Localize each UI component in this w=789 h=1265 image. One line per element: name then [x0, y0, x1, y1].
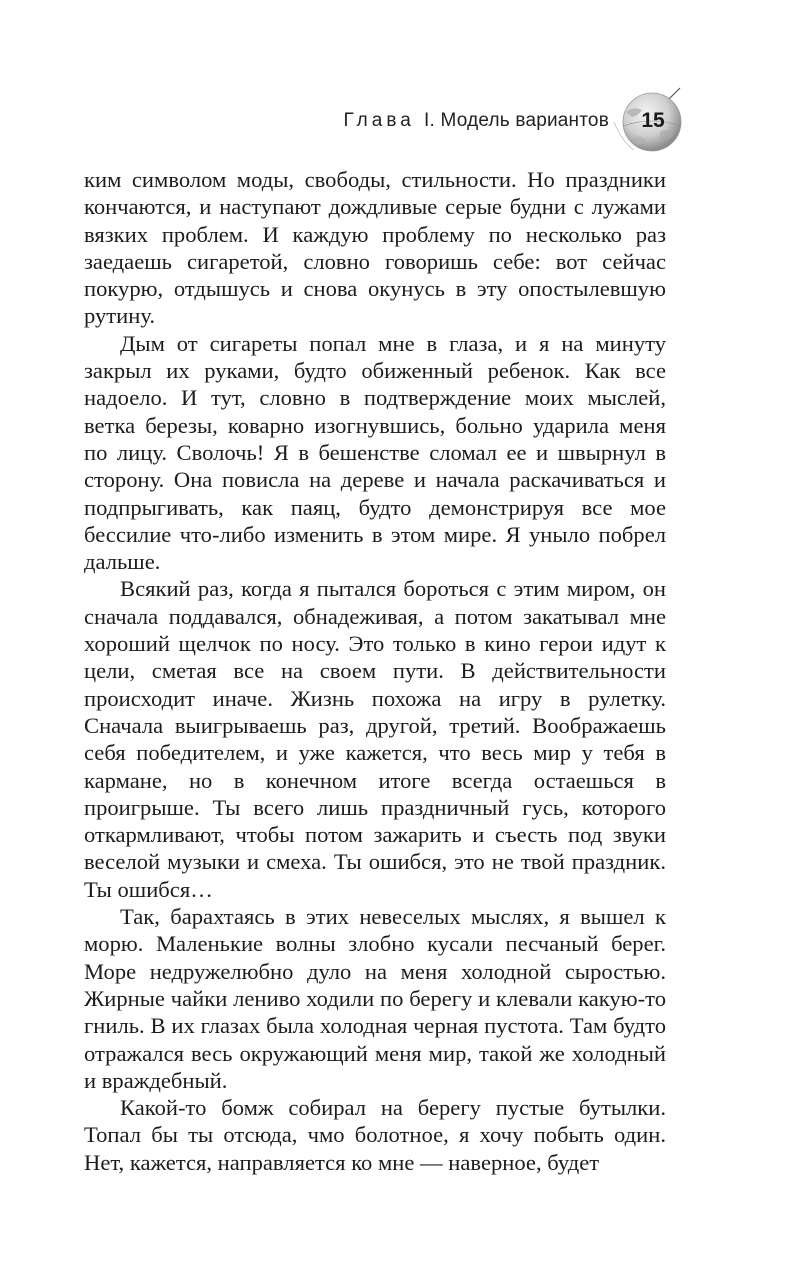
paragraph-5: Какой-то бомж собирал на берегу пустые бутылки. Топал бы ты отсюда, чмо болотное, я хочу побыть один. Нет, кажется, направляется ко мне — наверное, будет: [84, 1095, 666, 1175]
chapter-title: I. Модель вариантов: [424, 110, 609, 131]
paragraph-3: Всякий раз, когда я пытался бороться с этим миром, он сначала поддавался, обнадеживая, а потом закатывал мне хороший щелчок по носу. Это только в кино герои идут к цели, сметая все на своем пути. В действительности происходит иначе. Жизнь похожа на игру в рулетку. Сначала выигрываешь раз, другой, третий. Воображаешь себя победителем, и уже кажется, что весь мир у тебя в кармане, но в конечном итоге всегда остаешься в проигрыше. Ты всего лишь праздничный гусь, которого откармливают, чтобы потом зажарить и съесть под звуки веселой музыки и смеха. Ты ошибся, это не твой праздник. Ты ошибся…: [84, 576, 666, 902]
chapter-label: Глава: [343, 110, 415, 131]
body-text: [84, 166, 666, 1176]
paragraph-1: ким символом моды, свободы, стильности. Но праздники кончаются, и наступают дождливые серые будни с лужами вязких проблем. И каждую проблему по несколько раз заедаешь сигаретой, словно говоришь себе: вот сейчас покурю, отдышусь и снова окунусь в эту опостылевшую рутину.: [84, 167, 666, 329]
running-header: [0, 86, 789, 156]
paragraph-2: Дым от сигареты попал мне в глаза, и я на минуту закрыл их руками, будто обиженный ребенок. Как все надоело. И тут, словно в подтверждение моих мыслей, ветка березы, коварно изогнувшись, больно ударила меня по лицу. Сволочь! Я в бешенстве сломал ее и швырнул в сторону. Она повисла на дереве и начала раскачиваться и подпрыгивать, как паяц, будто демонстрируя все мое бессилие что-либо изменить в этом мире. Я уныло побрел дальше.: [84, 330, 666, 575]
page-number: 15: [641, 109, 665, 132]
running-head: [343, 110, 609, 132]
paragraph-4: Так, барахтаясь в этих невеселых мыслях, я вышел к морю. Маленькие волны злобно кусали песчаный берег. Море недружелюбно дуло на меня холодной сыростью. Жирные чайки лениво ходили по берегу и клевали какую-то гниль. В их глазах была холодная черная пустота. Там будто отражался весь окружающий меня мир, такой же холодный и враждебный.: [84, 904, 666, 1093]
